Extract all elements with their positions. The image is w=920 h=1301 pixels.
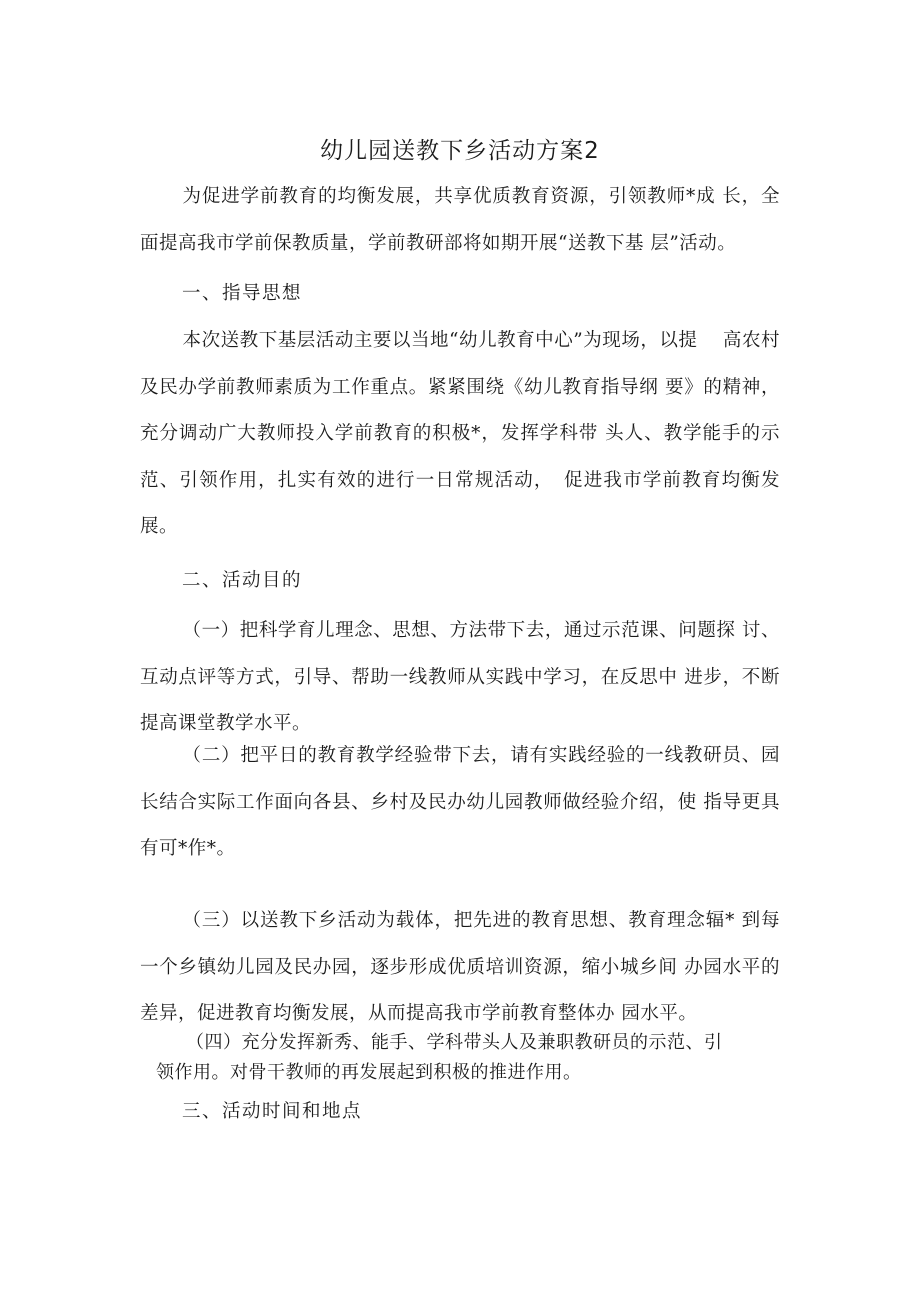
section-heading-guiding-ideology: 一、指导思想 (182, 283, 303, 304)
intro-paragraph: 为促进学前教育的均衡发展，共享优质教育资源，引领教师*成 长，全面提高我市学前保教质量，学前教研部将如期开展“送教下基 层”活动。 (140, 186, 780, 254)
purpose-item-4-line-1: （四）充分发挥新秀、能手、学科带头人及兼职教研员的示范、引 (186, 1032, 723, 1053)
purpose-item-4 (140, 1028, 780, 1088)
purpose-item-2: （二）把平日的教育教学经验带下去，请有实践经验的一线教研员、园长结合实际工作面向各县、乡村及民办幼儿园教师做经验介绍，使 指导更具有可*作*。 (140, 745, 780, 859)
document-title: 幼儿园送教下乡活动方案2 (320, 138, 600, 164)
guiding-ideology-paragraph: 本次送教下基层活动主要以当地“幼儿教育中心”为现场，以提 高农村及民办学前教师素质为工作重点。紧紧围绕《幼儿教育指导纲 要》的精神，充分调动广大教师投入学前教育的积极*，发挥学科带 头人、教学能手的示范、引领作用，扎实有效的进行一日常规活动， 促进我市学前教育均衡发展。 (140, 330, 780, 537)
purpose-item-4-line-2: 领作用。对骨干教师的再发展起到积极的推进作用。 (156, 1062, 582, 1083)
purpose-item-1: （一）把科学育儿理念、思想、方法带下去，通过示范课、问题探 讨、互动点评等方式，引导、帮助一线教师从实践中学习，在反思中 进步，不断提高课堂教学水平。 (140, 620, 780, 734)
section-heading-time-and-place: 三、活动时间和地点 (182, 1101, 363, 1122)
purpose-item-3: （三）以送教下乡活动为载体，把先进的教育思想、教育理念辐* 到每一个乡镇幼儿园及民办园，逐步形成优质培训资源，缩小城乡间 办园水平的差异，促进教育均衡发展，从而提高我市学前教育整体办 园水平。 (140, 910, 780, 1024)
section-heading-activity-purpose: 二、活动目的 (182, 570, 303, 591)
